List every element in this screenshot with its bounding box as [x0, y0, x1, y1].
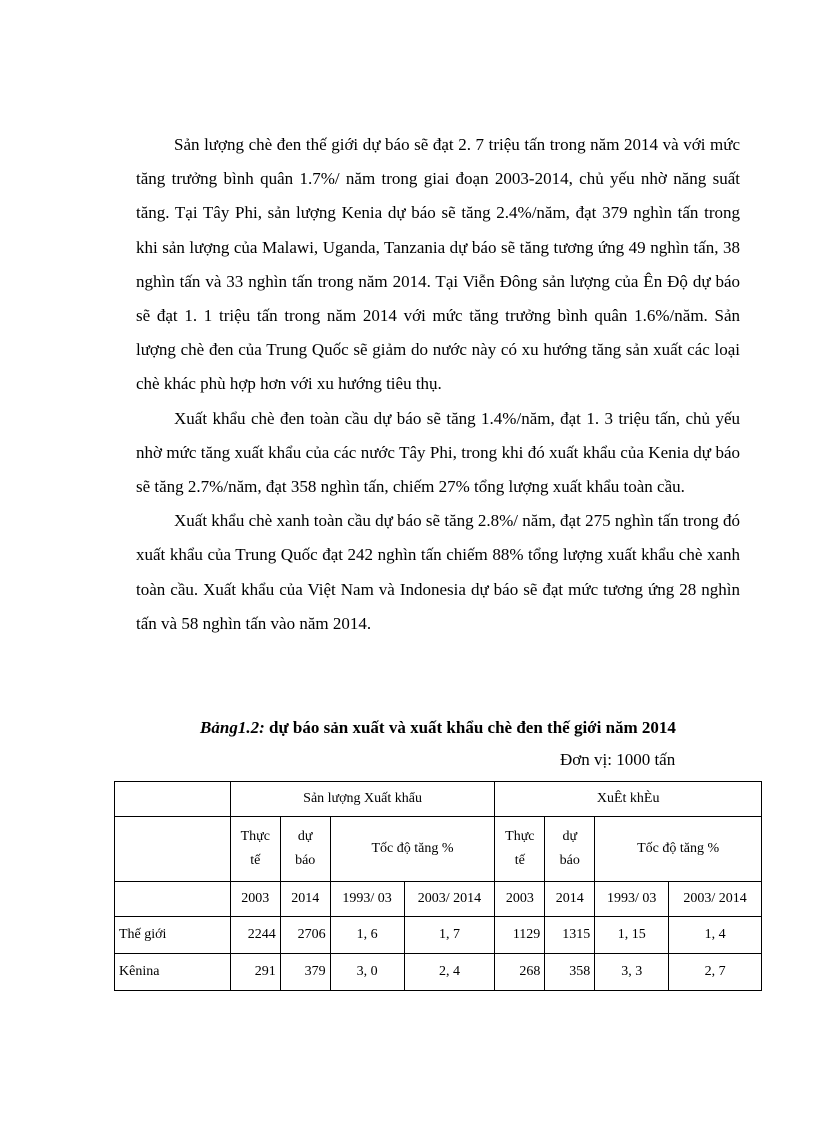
- subheader-forecast-line2: báo: [295, 853, 316, 868]
- table-cell: 3, 0: [330, 954, 404, 991]
- table-cell: 1315: [545, 917, 595, 954]
- table-caption-label: Bảng1.2:: [200, 718, 265, 737]
- year-cell: 2014: [280, 882, 330, 917]
- year-cell: 1993/ 03: [330, 882, 404, 917]
- table-corner-cell: [115, 782, 231, 817]
- group-header-production: Sản lượng Xuất khẩu: [230, 782, 495, 817]
- table-cell: 1129: [495, 917, 545, 954]
- table-cell: 2244: [230, 917, 280, 954]
- table-empty-cell: [115, 817, 231, 882]
- subheader-actual: [230, 817, 280, 882]
- table-cell: 2, 4: [404, 954, 495, 991]
- table-row: [115, 954, 762, 991]
- table-cell: 379: [280, 954, 330, 991]
- table-cell: 291: [230, 954, 280, 991]
- table-empty-cell: [115, 882, 231, 917]
- table-cell: 1, 4: [669, 917, 762, 954]
- row-label: Kênina: [115, 954, 231, 991]
- subheader-actual-line1: Thực: [240, 829, 270, 844]
- year-cell: 2003/ 2014: [404, 882, 495, 917]
- table-header-row-years: [115, 882, 762, 917]
- table-cell: 358: [545, 954, 595, 991]
- table-cell: 1, 7: [404, 917, 495, 954]
- subheader-actual-export-line1: Thực: [505, 829, 535, 844]
- unit-note: Đơn vị: 1000 tấn: [560, 750, 676, 769]
- subheader-growth-export: Tốc độ tăng %: [595, 817, 762, 882]
- group-header-export: XuÊt khÈu: [495, 782, 762, 817]
- subheader-actual-export-line2: tế: [514, 853, 525, 868]
- table-cell: 1, 15: [595, 917, 669, 954]
- year-cell: 2014: [545, 882, 595, 917]
- subheader-forecast-export-line1: dự: [562, 829, 578, 844]
- table-cell: 1, 6: [330, 917, 404, 954]
- paragraph-green-tea-export: Xuất khẩu chè xanh toàn cầu dự báo sẽ tăng 2.8%/ năm, đạt 275 nghìn tấn trong đó xuất khẩu của Trung Quốc đạt 242 nghìn tấn chiếm 88% tổng lượng xuất khẩu chè xanh toàn cầu. Xuất khẩu của Việt Nam và Indonesia dự báo sẽ đạt mức tương ứng 28 nghìn tấn và 58 nghìn tấn vào năm 2014.: [136, 511, 740, 633]
- subheader-growth: Tốc độ tăng %: [330, 817, 495, 882]
- subheader-forecast-export: [545, 817, 595, 882]
- year-cell: 1993/ 03: [595, 882, 669, 917]
- paragraph-production-forecast: Sản lượng chè đen thế giới dự báo sẽ đạt 2. 7 triệu tấn trong năm 2014 và với mức tăng trưởng bình quân 1.7%/ năm trong giai đoạn 2003-2014, chủ yếu nhờ năng suất tăng. Tại Tây Phi, sản lượng Kenia dự báo sẽ tăng 2.4%/năm, đạt 379 nghìn tấn trong khi sản lượng của Malawi, Uganda, Tanzania dự báo sẽ tăng tương ứng 49 nghìn tấn, 38 nghìn tấn và 33 nghìn tấn trong năm 2014. Tại Viễn Đông sản lượng của Ên Độ dự báo sẽ đạt 1. 1 triệu tấn trong năm 2014 với mức tăng trưởng bình quân 1.6%/năm. Sản lượng chè đen của Trung Quốc sẽ giảm do nước này có xu hướng tăng sản xuất các loại chè khác phù hợp hơn với xu hướng tiêu thụ.: [136, 135, 740, 394]
- year-cell: 2003/ 2014: [669, 882, 762, 917]
- table-caption-text: dự báo sản xuất và xuất khẩu chè đen thế giới năm 2014: [264, 718, 676, 737]
- table-row: [115, 917, 762, 954]
- subheader-forecast: [280, 817, 330, 882]
- table-cell: 3, 3: [595, 954, 669, 991]
- table-cell: 268: [495, 954, 545, 991]
- subheader-forecast-line1: dự: [297, 829, 313, 844]
- table-cell: 2706: [280, 917, 330, 954]
- paragraph-black-tea-export: Xuất khẩu chè đen toàn cầu dự báo sẽ tăng 1.4%/năm, đạt 1. 3 triệu tấn, chủ yếu nhờ mức tăng xuất khẩu của các nước Tây Phi, trong khi đó xuất khẩu của Kenia dự báo sẽ tăng 2.7%/năm, đạt 358 nghìn tấn, chiếm 27% tổng lượng xuất khẩu toàn cầu.: [136, 408, 740, 497]
- year-cell: 2003: [495, 882, 545, 917]
- subheader-forecast-export-line2: báo: [559, 853, 580, 868]
- row-label: Thế giới: [115, 917, 231, 954]
- table-header-row-subheaders: [115, 817, 762, 882]
- forecast-table: [114, 781, 762, 991]
- table-header-row-groups: [115, 782, 762, 817]
- year-cell: 2003: [230, 882, 280, 917]
- body-text: [136, 128, 740, 641]
- table-cell: 2, 7: [669, 954, 762, 991]
- subheader-actual-line2: tế: [250, 853, 261, 868]
- table-caption: [136, 714, 740, 742]
- subheader-actual-export: [495, 817, 545, 882]
